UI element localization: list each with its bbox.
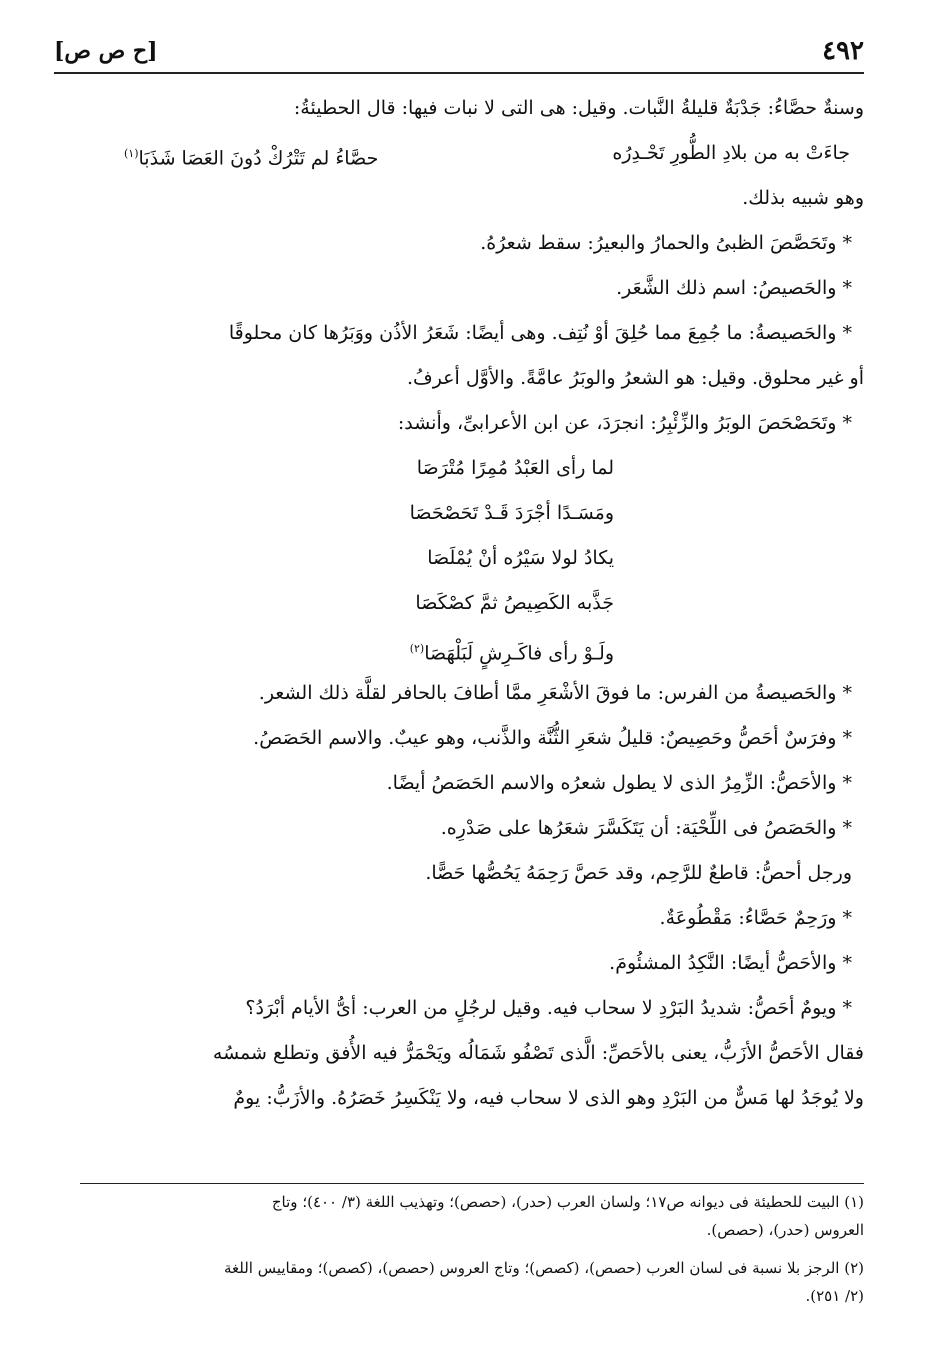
text-line: * والحَصيصةُ من الفرس: ما فوقَ الأشْعَرِ ممَّا أطافَ بالحافر لقلَّة ذلك الشعر. bbox=[258, 682, 852, 704]
hemistich-second-text: حصَّاءُ لم تَتْرُكْ دُونَ العَصَا شَذَبَا bbox=[138, 147, 379, 170]
text-line: * والحَصيصُ: اسم ذلك الشَّعَر. bbox=[616, 277, 852, 299]
text-line: أو غير محلوق. وقيل: هو الشعرُ والوبَرُ عامَّةً. والأوَّل أعرفُ. bbox=[406, 367, 864, 389]
page-header bbox=[54, 36, 864, 72]
footnote-line: (٢/ ٢٥١). bbox=[805, 1287, 864, 1305]
text-line: * والحَصيصةُ: ما جُمِعَ مما حُلِقَ أوْ نُتِف. وهى أيضًا: شَعَرُ الأذُن ووَبَرُها كان محلوقًا bbox=[228, 322, 852, 344]
footnote-gap bbox=[80, 1244, 864, 1254]
footnote-line: (٢) الرجز بلا نسبة فى لسان العرب (حصص)، (كصص)؛ وتاج العروس (حصص)، (كصص)؛ ومقاييس اللغة bbox=[223, 1259, 864, 1277]
text-line: * والأحَصُّ: الزِّمِرُ الذى لا يطول شعرُه والاسم الحَصَصُ أيضًا. bbox=[386, 772, 852, 794]
text-line: ولا يُوجَدُ لها مَسٌّ من البَرْدِ وهو الذى لا سحاب فيه، ولا يَنْكَسِرُ خَصَرُهُ. والأزَبُّ: يومٌ bbox=[233, 1087, 864, 1109]
rajaz-line-text: ولَـوْ رأى فاكَـرِشٍ لَبَلْهَصَا bbox=[424, 642, 614, 665]
text-line: * ويومٌ أحَصُّ: شديدُ البَرْدِ لا سحاب فيه. وقيل لرجُلٍ من العرب: أىُّ الأيام أبْرَدُ؟ bbox=[245, 997, 852, 1019]
root-label: [ح ص ص] bbox=[54, 38, 158, 64]
text-line: وسنةٌ حصَّاءُ: جَدْبَةٌ قليلةُ النَّبات. وقيل: هى التى لا نبات فيها: قال الحطيئةُ: bbox=[293, 97, 864, 119]
rajaz-line: يكادُ لولا سَيْرُه أنْ يُمْلَصَا bbox=[427, 547, 614, 569]
header-rule bbox=[54, 72, 864, 74]
main-text bbox=[80, 86, 864, 1121]
text-line: فقال الأحَصُّ الأزَبُّ، يعنى بالأحَصِّ: الَّذى تَصْفُو شَمَالُه ويَحْمَرُّ فيه الأُفق وتطلع شمسُه bbox=[212, 1042, 864, 1064]
verse-line bbox=[80, 131, 864, 176]
text-line: * وفرَسٌ أحَصُّ وحَصِيصٌ: قليلُ شعَرِ الثُّنَّة والذَّنب، وهو عيبٌ. والاسم الحَصَصُ. bbox=[253, 727, 852, 749]
hemistich-first: جاءَتْ به من بلادِ الطُّورِ تَحْـدِرُه bbox=[612, 142, 850, 164]
footnote-line: (١) البيت للحطيئة فى ديوانه ص١٧؛ ولسان العرب (حدر)، (حصص)؛ وتهذيب اللغة (٣/ ٤٠٠)؛ وتاج bbox=[271, 1193, 864, 1211]
footnote-separator bbox=[80, 1183, 864, 1184]
text-line: وهو شبيه بذلك. bbox=[742, 187, 864, 209]
footnote-ref-1: (١) bbox=[124, 147, 139, 160]
hemistich-second bbox=[124, 131, 378, 176]
text-line: * ورَحِمٌ حَصَّاءُ: مَقْطُوعَةٌ. bbox=[659, 907, 852, 929]
rajaz-line: جَذَّبه الكَصِيصُ ثمَّ كصْكَصَا bbox=[415, 592, 614, 614]
text-line: * وتَحَصْحَصَ الوبَرُ والزِّئْبِرُ: انجرَدَ، عن ابن الأعرابىِّ، وأنشد: bbox=[397, 412, 852, 434]
text-line: * والحَصَصُ فى اللِّحْيَة: أن يَتَكَسَّرَ شعَرُها على صَدْرِه. bbox=[440, 817, 852, 839]
rajaz-line-last bbox=[80, 626, 864, 671]
footnote-line: العروس (حدر)، (حصص). bbox=[706, 1221, 864, 1239]
text-line: * والأحَصُّ أيضًا: النَّكِدُ المشئُومَ. bbox=[609, 952, 852, 974]
rajaz-line: ومَسَـدًا أجْرَدَ قَـدْ تَحَصْحَصَا bbox=[409, 502, 614, 524]
footnote-ref-2: (٢) bbox=[409, 642, 425, 655]
footnotes bbox=[80, 1188, 864, 1310]
text-line: * وتَحَصَّصَ الظبىُ والحمارُ والبعيرُ: سقط شعرُهُ. bbox=[480, 232, 852, 254]
page-number: ٤٩٢ bbox=[822, 36, 864, 66]
text-line: ورجل أحصُّ: قاطعٌ للرَّحِم، وقد حَصَّ رَحِمَهُ يَحُصُّها حَصًّا. bbox=[425, 862, 852, 884]
rajaz-line: لما رأى العَبْدُ مُمِرًا مُتْرَصَا bbox=[416, 457, 614, 479]
